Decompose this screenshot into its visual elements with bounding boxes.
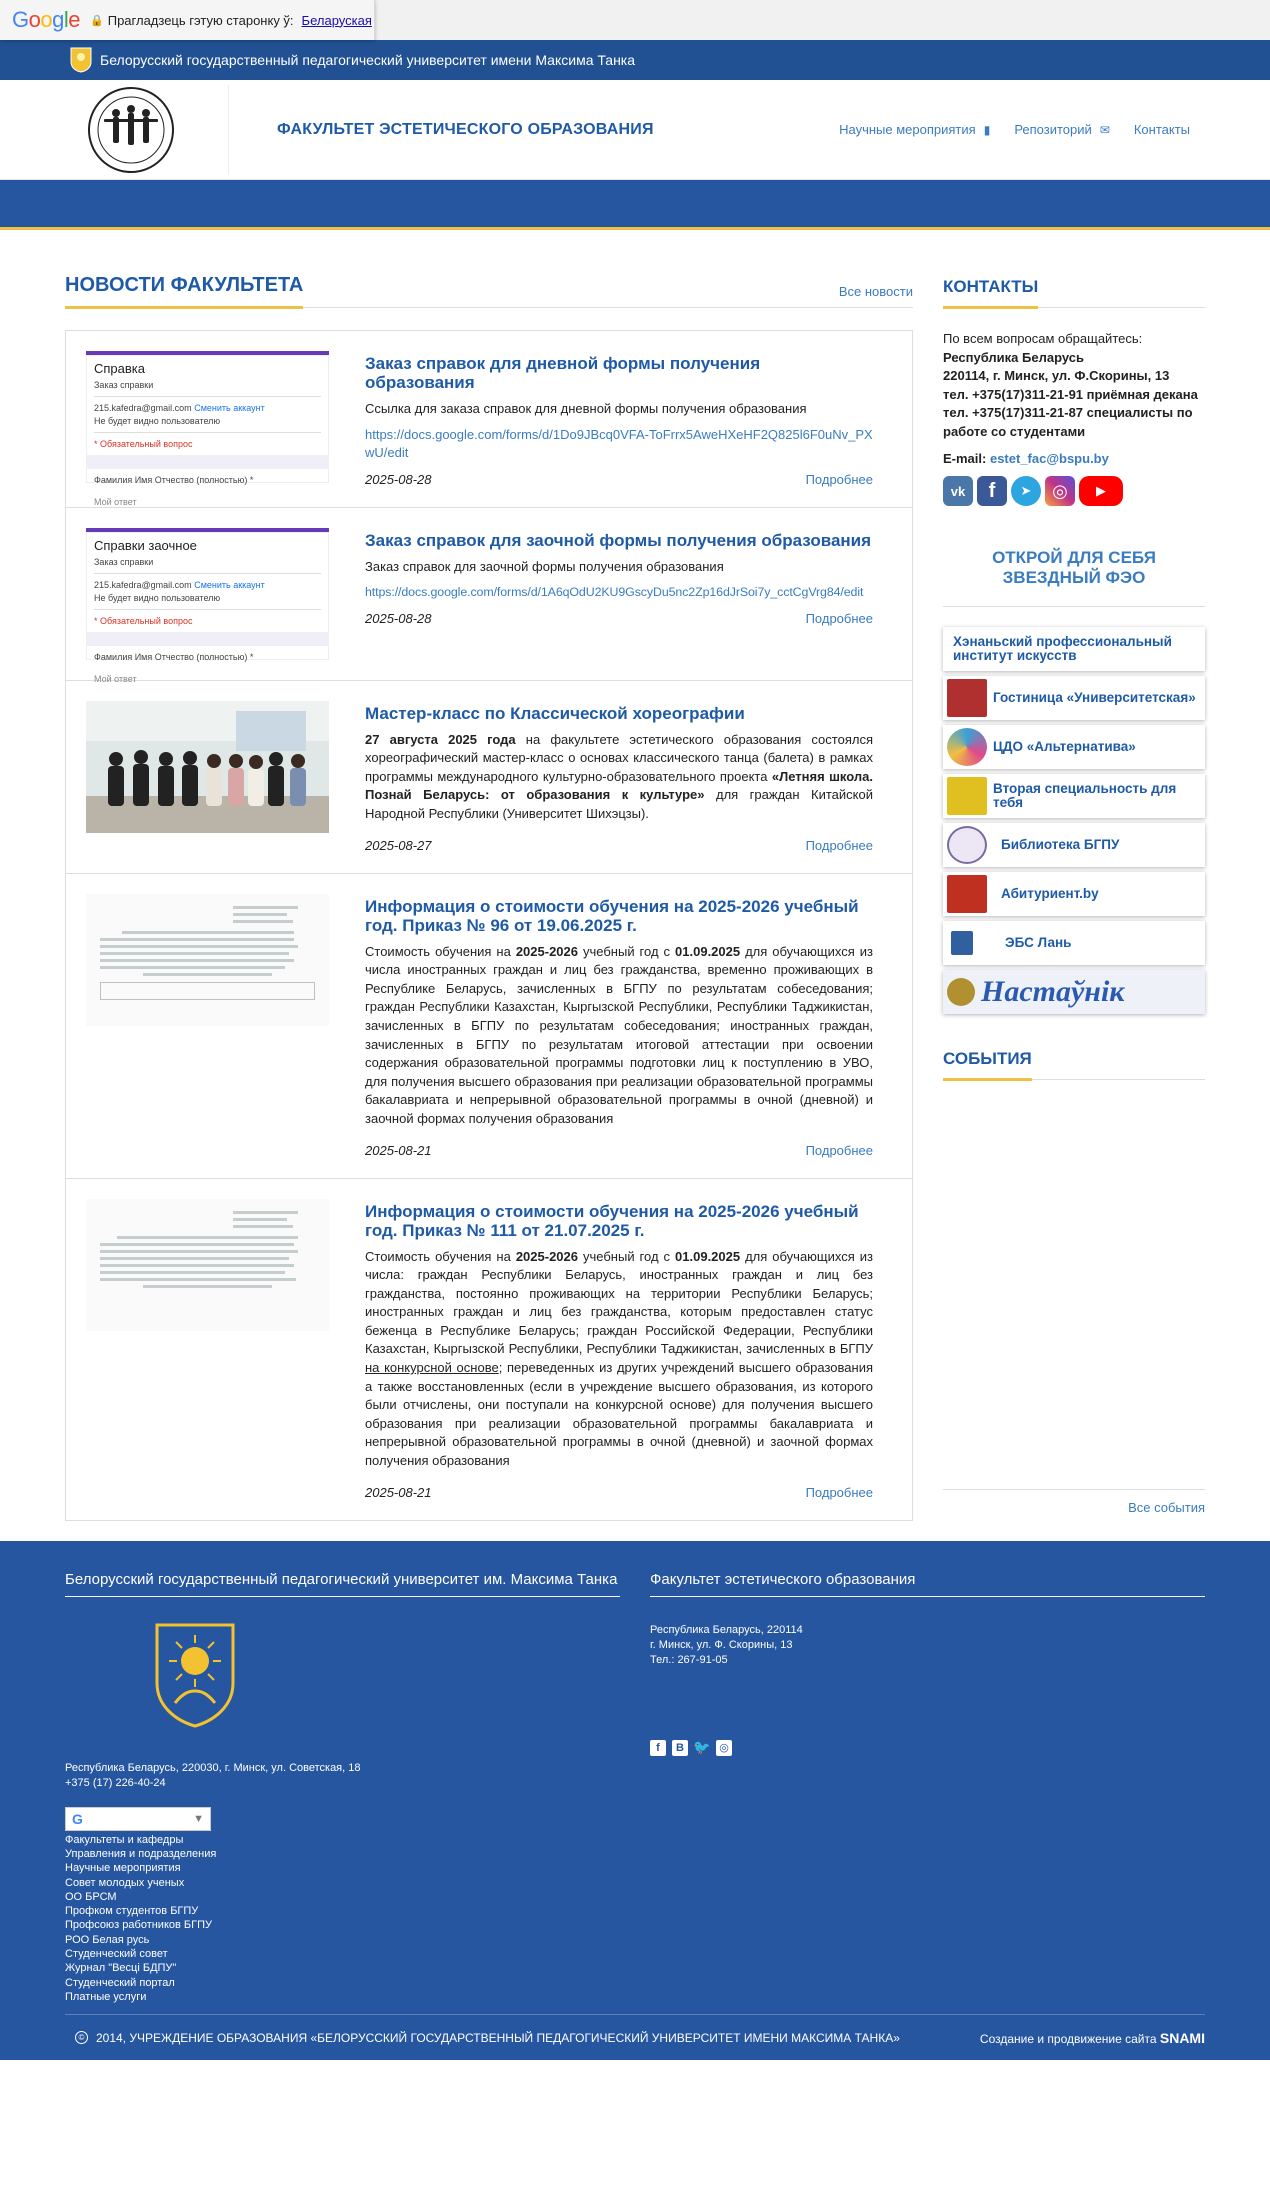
nav-label: Научные мероприятия: [839, 122, 976, 137]
contacts-phone-dean: тел. +375(17)311-21-91 приёмная декана: [943, 386, 1198, 402]
news-footer: [365, 611, 873, 626]
page-content: [0, 264, 1270, 1521]
banner-label: ЭБС Лань: [1005, 935, 1072, 950]
news-body: [365, 351, 873, 487]
footer-address-line: г. Минск, ул. Ф. Скорины, 13: [650, 1638, 793, 1651]
footer-link[interactable]: Студенческий портал: [65, 1976, 175, 1989]
news-thumbnail[interactable]: [86, 1199, 329, 1331]
news-text: [365, 731, 873, 824]
banner-second-specialty[interactable]: [943, 774, 1205, 818]
form-notice: Не будет видно пользователю: [94, 592, 221, 603]
order-document-preview: [86, 1199, 329, 1331]
news-text: Ссылка для заказа справок для дневной формы получения образования: [365, 401, 807, 416]
second-specialty-icon: [947, 777, 987, 815]
news-body: [365, 528, 873, 660]
chevron-down-icon: ▼: [193, 1812, 204, 1825]
footer-university-column: [65, 1571, 620, 2005]
news-footer: [365, 472, 873, 487]
facebook-icon[interactable]: [977, 476, 1007, 506]
news-text-part: учебный год с: [578, 943, 676, 959]
form-email: 215.kafedra@gmail.com: [94, 403, 192, 413]
news-column: [65, 264, 913, 1521]
footer-link[interactable]: Профком студентов БГПУ: [65, 1905, 199, 1918]
google-form-preview: [86, 528, 329, 684]
contacts-address: 220114, г. Минск, ул. Ф.Скорины, 13: [943, 368, 1170, 383]
news-date: 2025-08-27: [365, 837, 432, 853]
translate-language-link[interactable]: Беларуская: [301, 12, 372, 28]
news-date: 2025-08-28: [365, 471, 432, 487]
email-link[interactable]: estet_fac@bspu.by: [989, 451, 1109, 466]
footer-link[interactable]: Совет молодых ученых: [65, 1876, 185, 1889]
form-subtitle: Заказ справки: [94, 556, 154, 567]
form-change-account: Сменить аккаунт: [194, 403, 265, 413]
news-footer: [365, 1143, 873, 1158]
news-text-part: для обучающихся из числа: граждан Республики Беларусь, иностранных граждан и лиц без гражданства, постоянно проживающих на территории Республики Беларусь; иностранных граждан и лиц без гражданства, которым предоставлен статус беженца в Республике Беларусь; граждан Российской Федерации, Республики Казахстан, Кыргызской Республики, Республики Таджикистан, зачисленных в БГПУ: [365, 1248, 873, 1357]
news-title[interactable]: Заказ справок для заочной формы получения образования: [365, 530, 872, 550]
banner-label: Вторая специальность для тебя: [993, 781, 1177, 810]
google-g-icon: G: [72, 1810, 83, 1827]
contacts-intro: По всем вопросам обращайтесь:: [943, 331, 1143, 346]
news-thumbnail[interactable]: [86, 351, 329, 507]
news-text-part: Стоимость обучения на: [365, 943, 516, 959]
footer-link[interactable]: РОО Белая русь: [65, 1933, 150, 1946]
form-required: * Обязательный вопрос: [94, 615, 193, 626]
footer-link[interactable]: Журнал "Весці БДПУ": [65, 1962, 177, 1975]
footer-address-line: Республика Беларусь, 220030, г. Минск, ул. Советская, 18: [65, 1761, 361, 1774]
youtube-icon[interactable]: [1079, 476, 1123, 506]
translate-prompt: Прагладзець гэтую старонку ў:: [107, 12, 294, 28]
nav-repository[interactable]: [1014, 122, 1110, 137]
news-thumbnail[interactable]: [86, 528, 329, 684]
abiturient-icon: [947, 875, 987, 913]
partner-banners: [943, 627, 1205, 1014]
university-name[interactable]: Белорусский государственный педагогический университет имени Максима Танка: [100, 52, 636, 68]
youtube-glyph: ▶: [1096, 483, 1106, 498]
site-footer: [0, 1541, 1270, 2061]
contacts-country: Республика Беларусь: [943, 349, 1084, 365]
vk-glyph: vk: [950, 483, 966, 499]
book-icon: ▮: [983, 122, 991, 137]
masterclass-photo: [86, 701, 329, 833]
news-external-link[interactable]: https://docs.google.com/forms/d/1Do9JBcq0VFA-ToFrrx5AweHXeHF2Q825l6F0uNv_PXwU/edit: [365, 426, 873, 460]
banner-library[interactable]: [943, 823, 1205, 867]
telegram-glyph: ➤: [1020, 483, 1032, 498]
news-body: [365, 894, 873, 1158]
footer-phone: +375 (17) 226-40-24: [65, 1776, 166, 1789]
news-footer: [365, 1485, 873, 1500]
university-emblem: [155, 1623, 235, 1728]
events-list: [943, 1080, 1205, 1490]
copyright-left: [65, 2031, 900, 2045]
footer-link[interactable]: ОО БРСМ: [65, 1890, 117, 1903]
news-more-link[interactable]: Подробнее: [805, 611, 873, 627]
contacts-title: КОНТАКТЫ: [943, 277, 1038, 307]
banner-label: Настаўнік: [981, 975, 1125, 1008]
news-text-bold: 01.09.2025: [675, 1248, 741, 1264]
banner-label: Абитуриент.by: [1001, 886, 1099, 901]
form-required: * Обязательный вопрос: [94, 439, 193, 449]
banner-label: Библиотека БГПУ: [1001, 837, 1120, 852]
credit-prefix: Создание и продвижение сайта: [979, 2031, 1157, 2046]
all-events-link[interactable]: Все события: [1128, 1500, 1205, 1515]
facebook-glyph: f: [988, 479, 996, 502]
news-body: [365, 701, 873, 853]
form-change-account: Сменить аккаунт: [194, 579, 265, 590]
news-thumbnail[interactable]: [86, 894, 329, 1026]
nastaunik-emblem-icon: [947, 978, 975, 1006]
footer-link[interactable]: Научные мероприятия: [65, 1862, 181, 1875]
news-body: [365, 1199, 873, 1500]
news-text-bold: 2025-2026: [515, 943, 578, 959]
footer-university-title: Белорусский государственный педагогический университет им. Максима Танка: [65, 1571, 620, 1597]
news-text: [365, 943, 873, 1129]
banner-label: ЦДО «Альтернатива»: [993, 739, 1136, 754]
order-document-preview: [86, 894, 329, 1026]
alternative-icon: [947, 728, 987, 766]
news-text: Заказ справок для заочной формы получения образования: [365, 558, 724, 574]
twitter-icon[interactable]: 🐦: [693, 1739, 711, 1756]
news-text-part: ; переведенных из других учреждений высшего образования а также восстановленных (если в учреждение высшего образования, из которого были отчислены, они поступали на конкурсной основе) для получения высшего образования при реализации образовательной программы бакалавриата и непрерывной образовательной программы в очной (дневной) и заочной формах получения образования: [365, 1360, 873, 1469]
news-text-bold: «Летняя школа. Познай Беларусь: от образования к культуре»: [365, 768, 873, 803]
news-text-part: учебный год с: [578, 1248, 676, 1264]
footer-university-address: [65, 1761, 620, 1791]
news-item: [66, 331, 912, 508]
footer-social-links: [650, 1740, 1205, 1756]
banner-abiturient[interactable]: [943, 872, 1205, 916]
footer-columns: [65, 1571, 1205, 2005]
vk-icon[interactable]: B: [672, 1740, 688, 1756]
footer-links: [65, 1833, 620, 2005]
events-title: СОБЫТИЯ: [943, 1049, 1032, 1079]
translate-select[interactable]: [65, 1807, 211, 1831]
form-answer: Мой ответ: [94, 497, 137, 507]
banner-label: Хэнаньский профессиональный институт искусств: [953, 634, 1172, 663]
news-list: [65, 330, 913, 1521]
news-item: [66, 681, 912, 874]
news-more-link[interactable]: Подробнее: [805, 1484, 873, 1500]
news-section-title: НОВОСТИ ФАКУЛЬТЕТА: [65, 274, 303, 307]
form-email: 215.kafedra@gmail.com: [94, 579, 192, 590]
instagram-icon[interactable]: [1045, 476, 1075, 506]
footer-link[interactable]: Студенческий совет: [65, 1948, 168, 1960]
news-more-link[interactable]: Подробнее: [805, 1142, 873, 1158]
footer-link[interactable]: Платные услуги: [65, 1990, 147, 2003]
hotel-icon: [947, 679, 987, 717]
news-external-link[interactable]: https://docs.google.com/forms/d/1A6qOdU2KU9GscyDu5nc2Zp16dJrSoi7y_cctCgVrg84/edit: [365, 585, 864, 600]
news-text-part: для граждан Китайской Народной Республики (Университет Шихэцзы).: [365, 787, 873, 821]
form-subtitle: Заказ справки: [94, 380, 154, 390]
copyright-text: 2014, УЧРЕЖДЕНИЕ ОБРАЗОВАНИЯ «БЕЛОРУССКИЙ ГОСУДАРСТВЕННЫЙ ПЕДАГОГИЧЕСКИЙ УНИВЕРСИТЕТ ИМЕНИ МАКСИМА ТАНКА»: [96, 2030, 900, 2045]
facebook-icon[interactable]: f: [650, 1740, 666, 1756]
news-text: [365, 1248, 873, 1471]
translate-banner: [0, 0, 375, 40]
footer-address-line: Республика Беларусь, 220114: [650, 1623, 803, 1636]
banner-cdo-alternative[interactable]: [943, 725, 1205, 769]
news-text-bold: 2025-2026: [515, 1248, 578, 1264]
form-heading: Справки заочное: [94, 537, 197, 553]
news-date: 2025-08-28: [365, 611, 432, 627]
news-text-bold: 27 августа 2025 года: [365, 731, 516, 747]
news-text-bold: 01.09.2025: [675, 943, 741, 959]
site-credit[interactable]: [980, 2030, 1205, 2046]
lock-icon: 🔒: [90, 14, 104, 27]
news-title[interactable]: Заказ справок для дневной формы получения образования: [365, 354, 761, 392]
contacts-info: [943, 330, 1205, 441]
credit-brand: SNAMI: [1159, 2029, 1205, 2046]
form-answer: Мой ответ: [94, 673, 137, 684]
news-text-part: на факультете эстетического образования состоялся хореографический мастер-класс о основах классического танца (балета) в рамках программы международного культурно-образовательного проекта: [365, 731, 873, 784]
news-text-underline: на конкурсной основе: [365, 1360, 499, 1376]
news-date: 2025-08-21: [365, 1484, 432, 1500]
footer-link[interactable]: Управления и подразделения: [65, 1847, 217, 1860]
copyright-icon: ©: [75, 2031, 88, 2044]
form-notice: Не будет видно пользователю: [94, 416, 221, 426]
nav-label: Контакты: [1133, 122, 1190, 137]
footer-phone: Тел.: 267-91-05: [650, 1653, 728, 1666]
google-form-preview: [86, 351, 329, 507]
events-header: [943, 1036, 1205, 1080]
promo-heading[interactable]: ОТКРОЙ ДЛЯ СЕБЯ ЗВЕЗДНЫЙ ФЭО: [943, 548, 1205, 607]
header-divider: [228, 85, 229, 175]
email-label: E-mail:: [943, 451, 987, 466]
vk-icon[interactable]: [943, 476, 973, 506]
news-item: [66, 508, 912, 684]
instagram-icon[interactable]: ◎: [716, 1740, 732, 1756]
form-field: Фамилия Имя Отчество (полностью) *: [94, 651, 254, 662]
form-field: Фамилия Имя Отчество (полностью) *: [94, 475, 254, 485]
news-title[interactable]: Мастер-класс по Классической хореографии: [365, 703, 745, 723]
news-text-part: Стоимость обучения на: [365, 1248, 516, 1264]
contacts-email: [943, 451, 1205, 466]
news-item: [66, 1179, 912, 1520]
google-logo: Google: [12, 7, 81, 32]
social-links: [943, 476, 1205, 506]
instagram-glyph: ◎: [1052, 480, 1068, 501]
news-thumbnail[interactable]: [86, 701, 329, 833]
news-text-part: для обучающихся из числа иностранных граждан и лиц без гражданства, временно проживающих в Республике Беларусь, зачисленных в БГПУ по результатам собеседования; граждан Республики Казахстан, Кыргызской Республики, Республики Таджикистан, зачисленных в БГПУ по результатам собеседования; иностранных граждан, зачисленных в БГПУ по результатам итоговой аттестации при освоении содержания образовательной программы подготовки лиц к поступлению в УВО, для получения высшего образования при реализации образовательной программы бакалавриата и непрерывной образовательной программы в очной (дневной) и заочной формах получения образования: [365, 943, 873, 1126]
banner-hotel[interactable]: [943, 676, 1205, 720]
site-header: [0, 80, 1270, 180]
library-icon: [947, 826, 987, 864]
telegram-icon[interactable]: [1011, 476, 1041, 506]
university-bar: [0, 40, 1270, 80]
footer-link[interactable]: Профсоюз работников БГПУ: [65, 1919, 212, 1932]
news-more-link[interactable]: Подробнее: [805, 837, 873, 853]
news-more-link[interactable]: Подробнее: [805, 471, 873, 487]
faculty-logo[interactable]: [86, 85, 176, 175]
ebs-lan-icon: [951, 931, 973, 955]
banner-nastaunik[interactable]: [943, 970, 1205, 1014]
mail-icon: ✉: [1099, 122, 1110, 137]
footer-faculty-address: [650, 1623, 1205, 1668]
faculty-title[interactable]: ФАКУЛЬТЕТ ЭСТЕТИЧЕСКОГО ОБРАЗОВАНИЯ: [277, 120, 654, 138]
footer-faculty-column: [650, 1571, 1205, 2005]
form-heading: Справка: [94, 361, 145, 376]
news-section-header: [65, 264, 913, 308]
google-translate-bar: [0, 0, 1270, 40]
news-date: 2025-08-21: [365, 1142, 432, 1158]
menu-bar: [0, 180, 1270, 230]
news-title[interactable]: Информация о стоимости обучения на 2025-2026 учебный год. Приказ № 96 от 19.06.2025 г.: [365, 896, 859, 935]
header-nav: [839, 122, 1190, 137]
banner-ebs-lan[interactable]: [943, 921, 1205, 965]
contacts-phone-students: тел. +375(17)311-21-87 специалисты по работе со студентами: [943, 405, 1193, 439]
university-emblem-icon: [70, 47, 92, 73]
footer-faculty-title: Факультет эстетического образования: [650, 1571, 1205, 1597]
news-title[interactable]: Информация о стоимости обучения на 2025-2026 учебный год. Приказ № 111 от 21.07.2025 г.: [365, 1201, 859, 1240]
nav-contacts[interactable]: [1134, 122, 1190, 137]
news-item: [66, 874, 912, 1179]
footer-link[interactable]: Факультеты и кафедры: [65, 1833, 184, 1846]
contacts-header: [943, 264, 1205, 308]
copyright-bar: [65, 2014, 1205, 2060]
banner-label: Гостиница «Университетская»: [993, 690, 1196, 705]
nav-scientific-events[interactable]: [839, 122, 990, 137]
nav-label: Репозиторий: [1014, 122, 1092, 137]
news-footer: [365, 838, 873, 853]
all-news-link[interactable]: Все новости: [838, 284, 913, 299]
banner-henan-institute[interactable]: [943, 627, 1205, 671]
sidebar: [943, 264, 1205, 1521]
